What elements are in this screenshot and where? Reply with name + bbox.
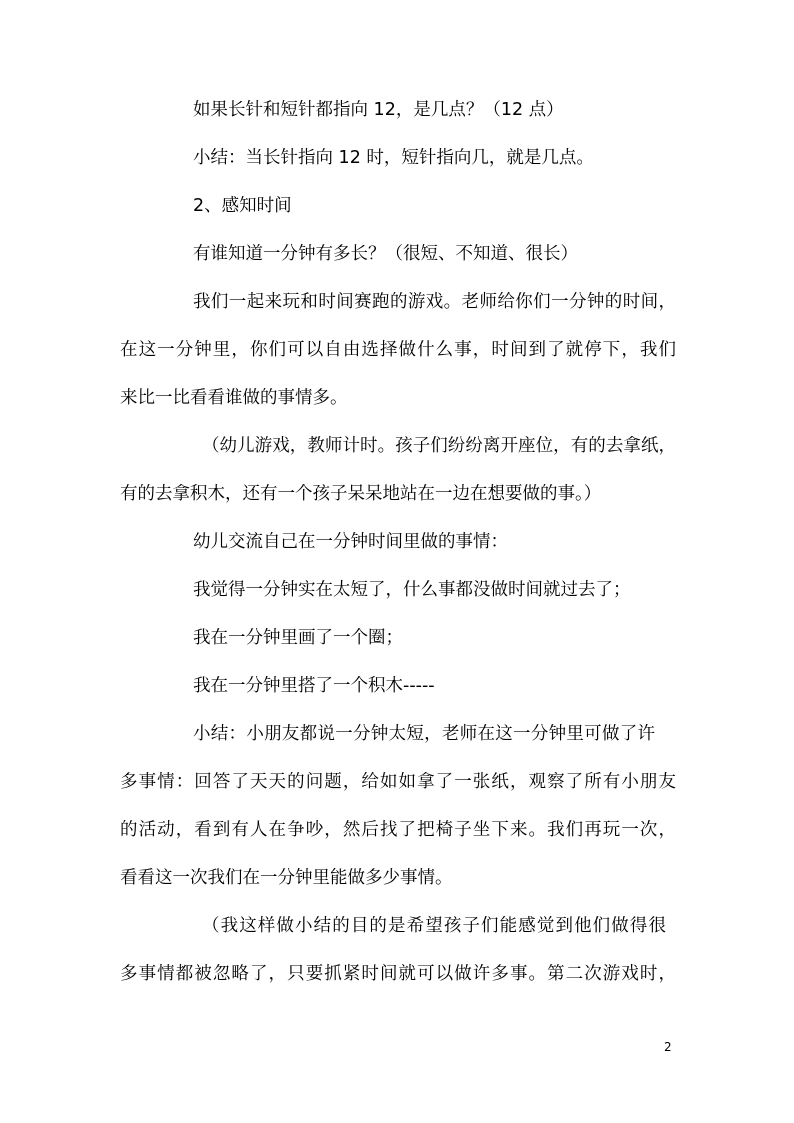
text-line: 有的去拿积木，还有一个孩子呆呆地站在一边在想要做的事。）: [120, 484, 602, 504]
text-line: 的活动，看到有人在争吵，然后找了把椅子坐下来。我们再玩一次，: [120, 820, 676, 840]
page-number: 2: [664, 1040, 672, 1054]
text-line: 多事情：回答了天天的问题，给如如拿了一张纸，观察了所有小朋友: [120, 772, 676, 792]
text-line: 我在一分钟里搭了一个积木-----: [193, 676, 435, 696]
text-line: 如果长针和短针都指向 12，是几点？（12 点）: [193, 100, 564, 120]
text-line: 小结：小朋友都说一分钟太短，老师在这一分钟里可做了许: [193, 724, 655, 744]
section-heading: 2、感知时间: [193, 196, 292, 216]
text-line: 小结：当长针指向 12 时，短针指向几，就是几点。: [193, 148, 594, 168]
text-line: 在这一分钟里，你们可以自由选择做什么事，时间到了就停下，我们: [120, 340, 676, 360]
text-line: 看看这一次我们在一分钟里能做多少事情。: [120, 868, 453, 888]
text-line: 来比一比看看谁做的事情多。: [120, 388, 348, 408]
text-line: （幼儿游戏，教师计时。孩子们纷纷离开座位，有的去拿纸，: [202, 436, 676, 456]
text-line: （我这样做小结的目的是希望孩子们能感觉到他们做得很: [202, 916, 666, 936]
text-line: 有谁知道一分钟有多长？（很短、不知道、很长）: [193, 244, 578, 264]
text-line: 我们一起来玩和时间赛跑的游戏。老师给你们一分钟的时间，: [193, 292, 676, 312]
text-line: 我在一分钟里画了一个圈；: [193, 628, 403, 648]
text-line: 幼儿交流自己在一分钟时间里做的事情：: [193, 532, 508, 552]
text-line: 多事情都被忽略了，只要抓紧时间就可以做许多事。第二次游戏时，: [120, 964, 676, 984]
text-line: 我觉得一分钟实在太短了，什么事都没做时间就过去了；: [193, 580, 631, 600]
